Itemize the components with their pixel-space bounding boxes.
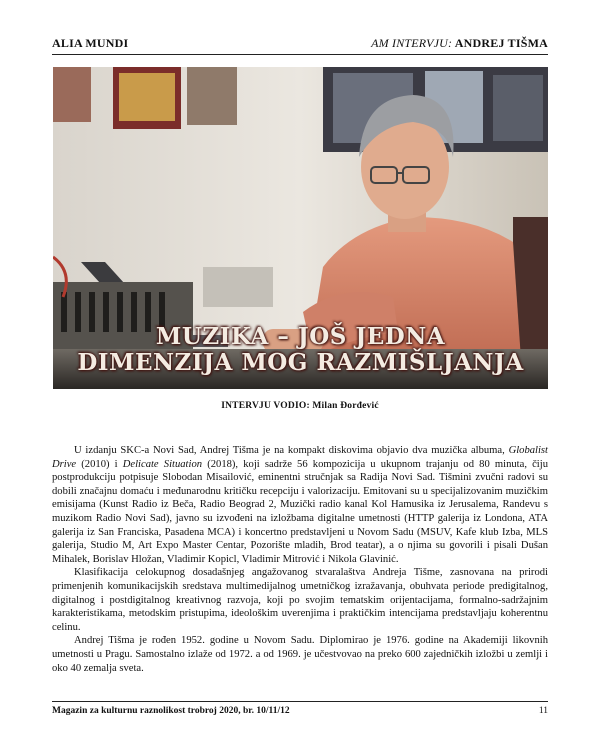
- article-headline: [53, 324, 548, 376]
- footer-text: Magazin za kulturnu raznolikost trobroj 2020, br. 10/11/12: [52, 706, 290, 716]
- article-photo: [53, 67, 548, 389]
- header-rule: [52, 54, 548, 55]
- headline-line-1: MUZIKA – JOŠ JEDNA: [155, 323, 446, 350]
- paragraph-1: [52, 444, 548, 566]
- section-title: [371, 36, 548, 51]
- album-title-1: Globalist Drive: [52, 445, 548, 470]
- headline-line-2: DIMENZIJA MOG RAZMIŠLJANJA: [77, 349, 524, 376]
- interviewer-byline: INTERVJU VODIO: Milan Đorđević: [221, 401, 379, 411]
- footer-rule: [52, 701, 548, 702]
- magazine-name: ALIA MUNDI: [52, 36, 129, 50]
- paragraph-2: Klasifikacija celokupnog dosadašnjeg angažovanog stvaralaštva Andreja Tišme, zasnovana na prirodi primenjenih komunikacijskih sredstava multimedijalnog umetničkog izražavanja, obuhvata periode predigitalnog, digitalnog i postdigitalnog kreativnog razvoja, koji po svojim tematskim orijentacijama, formalno-sadržajnim karakteristikama, metodskim pristupima, ideološkim uverenjima i praktičkim intencijama predstavljaju koherentnu celinu.: [52, 567, 548, 633]
- interviewee-name: ANDREJ TIŠMA: [454, 36, 548, 50]
- p1-text-a: U izdanju SKC-a Novi Sad, Andrej Tišma je na kompakt diskovima objavio dva muzička albuma,: [74, 445, 509, 456]
- running-header: [52, 36, 548, 54]
- p1-text-c: (2018), koji sadrže 56 kompozicija u ukupnom trajanju od 80 minuta, čiju postprodukciju potpisuje Slobodan Misailović, eminentni stručnjak sa Radija Novi Sad. Tišmini zvučni radovi su dobili značajnu domaću i međunarodnu kritičku recepciju i valorizaciju. Emitovani su u specijalizovanim muzičkim emisijama (Kunst Radio iz Beča, Radio Beograd 2, Muzički radio kanal Kol Hamusika iz Jerusalema, Randevu s muzikom Radio Novi Sad), javno su izvođeni na izložbama digitalne umetnosti (HTTP galerija iz Londona, ATA galerija iz San Franciska, Pasadena MCA) i koncertno predstavljeni u Novom Sadu (MSUV, Kafe klub Izba, MLS galerija, Studio M, Art Expo Master Centar, Pozorište mladih, Brod teatar), a o njima su govorili i pisali Dušan Mihalek, Borislav Hložan, Vladimir Kopicl, Vladimir Mitrović i Nikola Glavinić.: [52, 458, 548, 565]
- p1-text-b: (2010) i: [76, 458, 123, 470]
- paragraph-3: Andrej Tišma je rođen 1952. godine u Novom Sadu. Diplomirao je 1976. godine na Akademiji likovnih umetnosti u Pragu. Samostalno izlaže od 1972. a od 1969. je učestvovao na preko 600 zajedničkih izložbi u zemlji i oko 40 zemalja sveta.: [52, 635, 548, 674]
- section-prefix: AM INTERVJU:: [371, 36, 453, 50]
- running-footer: [52, 706, 548, 716]
- article-body: [52, 444, 548, 675]
- page-number: 11: [538, 706, 548, 716]
- album-title-2: Delicate Situation: [122, 458, 203, 470]
